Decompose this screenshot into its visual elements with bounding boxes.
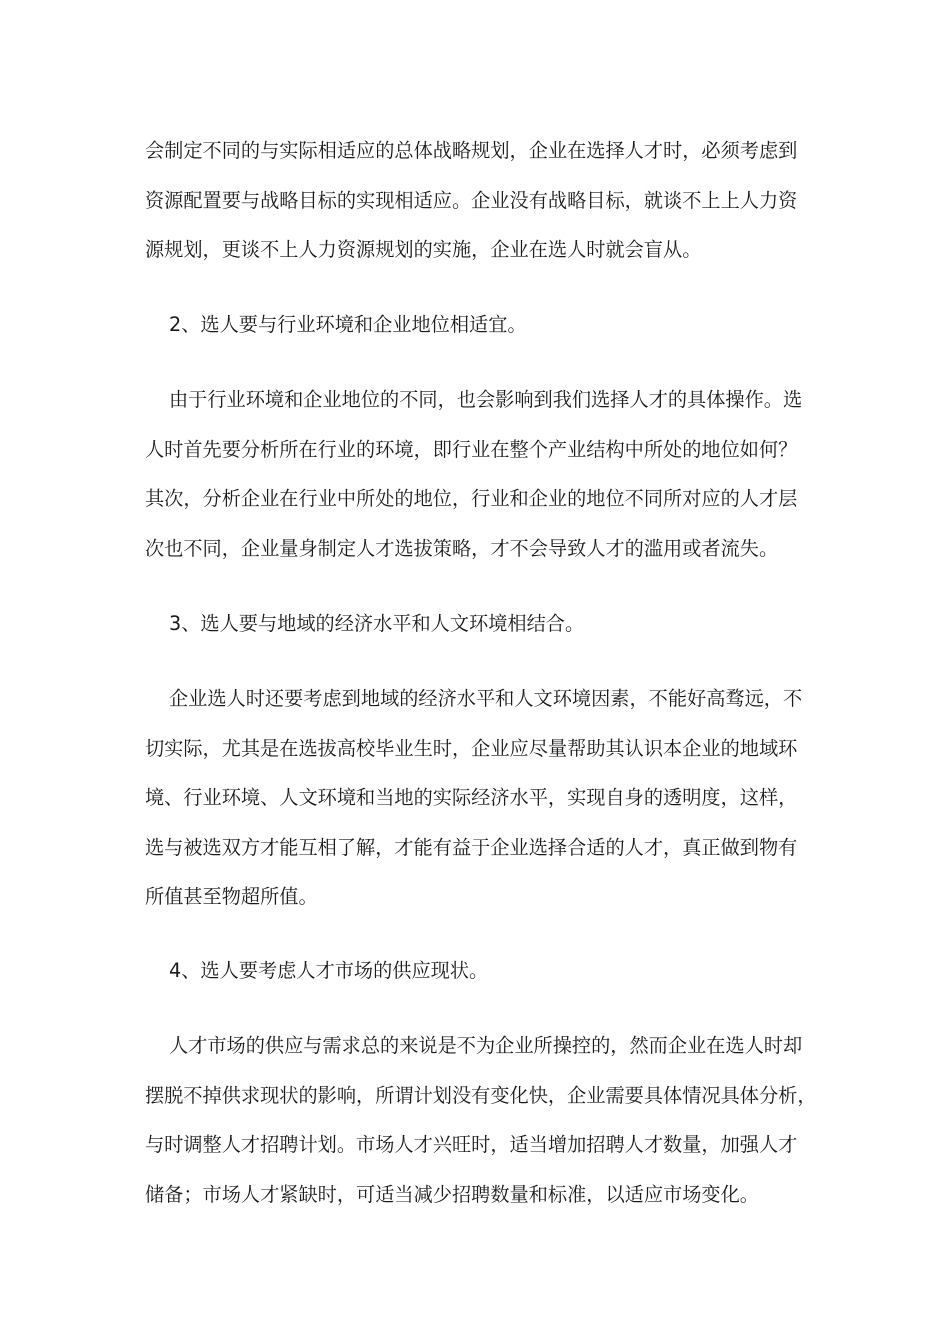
- paragraph-industry-environment: [145, 375, 810, 573]
- text-line: 资源配置要与战略目标的实现相适应。企业没有战略目标，就谈不上上人力资: [145, 188, 798, 212]
- heading-text: 4、选人要考虑人才市场的供应现状。: [169, 959, 489, 982]
- text-line: 会制定不同的与实际相适应的总体战略规划，企业在选择人才时，必须考虑到: [145, 139, 798, 162]
- text-line: 企业选人时还要考虑到地域的经济水平和人文环境因素，不能好高骛远，不: [169, 687, 803, 710]
- section-heading-2: [145, 300, 810, 350]
- text-line: 所值甚至物超所值。: [145, 885, 318, 908]
- text-line: 选与被选双方才能互相了解，才能有益于企业选择合适的人才，真正做到物有: [145, 835, 798, 859]
- paragraph-talent-market: [145, 1021, 817, 1219]
- text-line: 由于行业环境和企业地位的不同，也会影响到我们选择人才的具体操作。选: [169, 388, 803, 411]
- text-line: 储备；市场人才紧缺时，可适当减少招聘数量和标准，以适应市场变化。: [145, 1182, 759, 1206]
- text-line: 次也不同，企业量身制定人才选拔策略，才不会导致人才的滥用或者流失。: [145, 536, 779, 560]
- text-line: 源规划，更谈不上人力资源规划的实施，企业在选人时就会盲从。: [145, 238, 702, 261]
- text-line: 人时首先要分析所在行业的环境，即行业在整个产业结构中所处的地位如何？: [145, 437, 798, 461]
- heading-text: 2、选人要与行业环境和企业地位相适宜。: [169, 313, 527, 336]
- text-line: 境、行业环境、人文环境和当地的实际经济水平，实现自身的透明度，这样，: [145, 786, 798, 809]
- text-line: 切实际，尤其是在选拔高校毕业生时，企业应尽量帮助其认识本企业的地域环: [145, 736, 798, 760]
- text-line: 其次，分析企业在行业中所处的地位，行业和企业的地位不同所对应的人才层: [145, 487, 798, 510]
- paragraph-regional-economy: [145, 674, 810, 922]
- text-line: 与时调整人才招聘计划。市场人才兴旺时，适当增加招聘人才数量，加强人才: [145, 1133, 798, 1156]
- text-line: 摆脱不掉供求现状的影响，所谓计划没有变化快，企业需要具体情况具体分析，: [145, 1083, 817, 1107]
- text-line: 人才市场的供应与需求总的来说是不为企业所操控的，然而企业在选人时却: [169, 1034, 803, 1057]
- heading-text: 3、选人要与地域的经济水平和人文环境相结合。: [169, 612, 585, 635]
- paragraph-strategy-continuation: [145, 126, 810, 275]
- section-heading-3: [145, 599, 810, 649]
- section-heading-4: [145, 946, 810, 996]
